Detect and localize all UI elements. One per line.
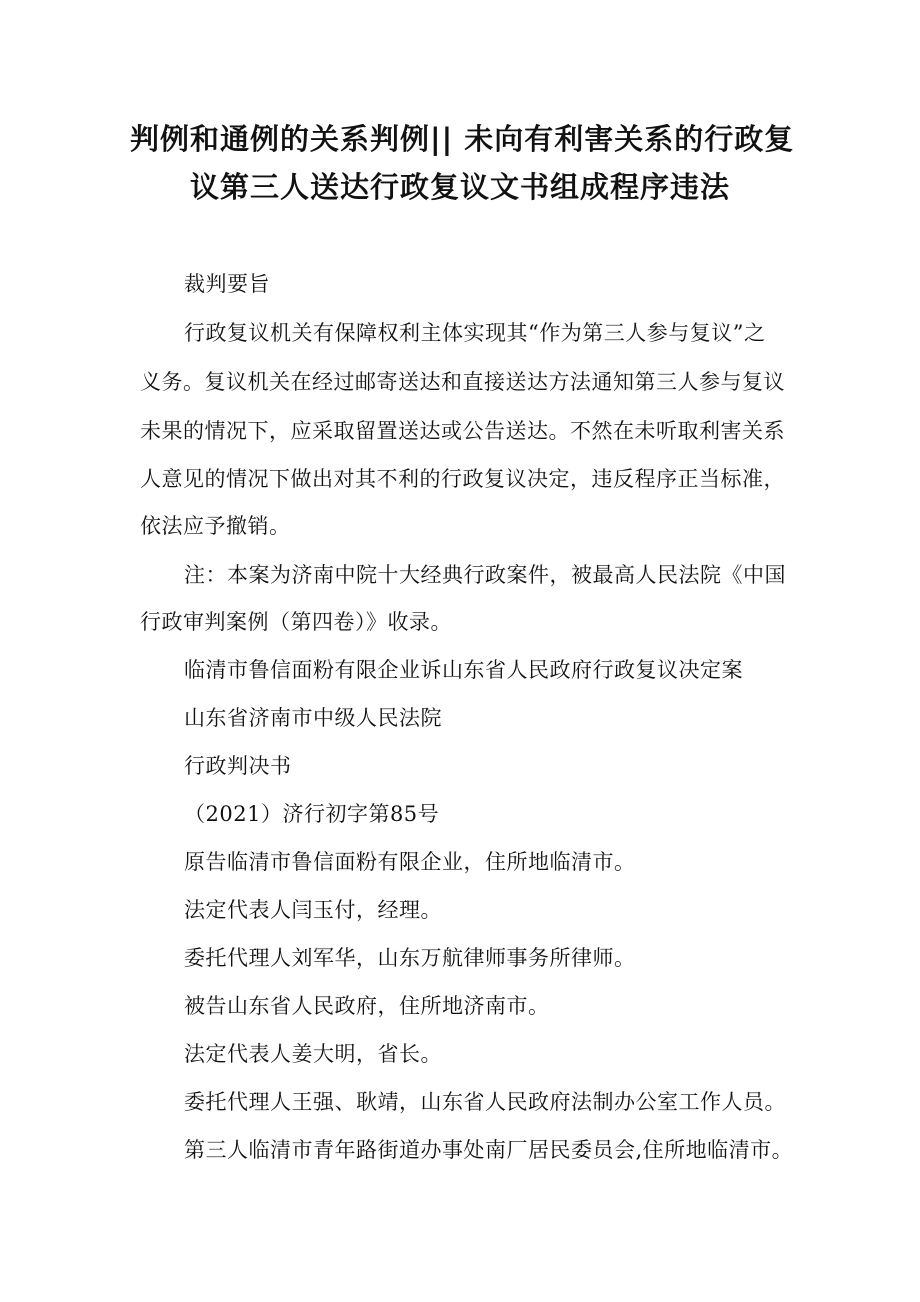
defendant: 被告山东省人民政府，住所地济南市。 xyxy=(184,994,550,1018)
court-name: 山东省济南市中级人民法院 xyxy=(184,706,442,730)
summary-heading: 裁判要旨 xyxy=(184,272,270,296)
note-line-1: 注：本案为济南中院十大经典行政案件，被最高人民法院《中国 xyxy=(184,563,786,587)
plaintiff-agent: 委托代理人刘军华，山东万航律师事务所律师。 xyxy=(184,946,636,970)
plaintiff: 原告临清市鲁信面粉有限企业，住所地临清市。 xyxy=(184,850,636,874)
summary-paragraph-line-5: 依法应予撤销。 xyxy=(140,514,291,538)
document-title-line-1: 判例和通例的关系判例|| 未向有利害关系的行政复 xyxy=(130,122,795,156)
case-name: 临清市鲁信面粉有限企业诉山东省人民政府行政复议决定案 xyxy=(184,658,743,682)
note-line-2: 行政审判案例（第四卷）》收录。 xyxy=(140,610,452,634)
summary-paragraph-line-1: 行政复议机关有保障权利主体实现其“作为第三人参与复议”之 xyxy=(184,321,766,345)
summary-paragraph-line-4: 人意见的情况下做出对其不利的行政复议决定，违反程序正当标准， xyxy=(140,467,785,491)
case-number: （2021）济行初字第85号 xyxy=(184,802,440,826)
document-type: 行政判决书 xyxy=(184,754,292,778)
summary-paragraph-line-3: 未果的情况下，应采取留置送达或公告送达。不然在未听取利害关系 xyxy=(140,419,785,443)
third-party: 第三人临清市青年路街道办事处南厂居民委员会,住所地临清市。 xyxy=(184,1138,794,1162)
defendant-agent: 委托代理人王强、耿靖，山东省人民政府法制办公室工作人员。 xyxy=(184,1090,786,1114)
plaintiff-representative: 法定代表人闫玉付，经理。 xyxy=(184,898,442,922)
document-title-line-2: 议第三人送达行政复议文书组成程序违法 xyxy=(189,170,730,204)
defendant-representative: 法定代表人姜大明，省长。 xyxy=(184,1042,442,1066)
summary-paragraph-line-2: 义务。复议机关在经过邮寄送达和直接送达方法通知第三人参与复议 xyxy=(140,370,785,394)
